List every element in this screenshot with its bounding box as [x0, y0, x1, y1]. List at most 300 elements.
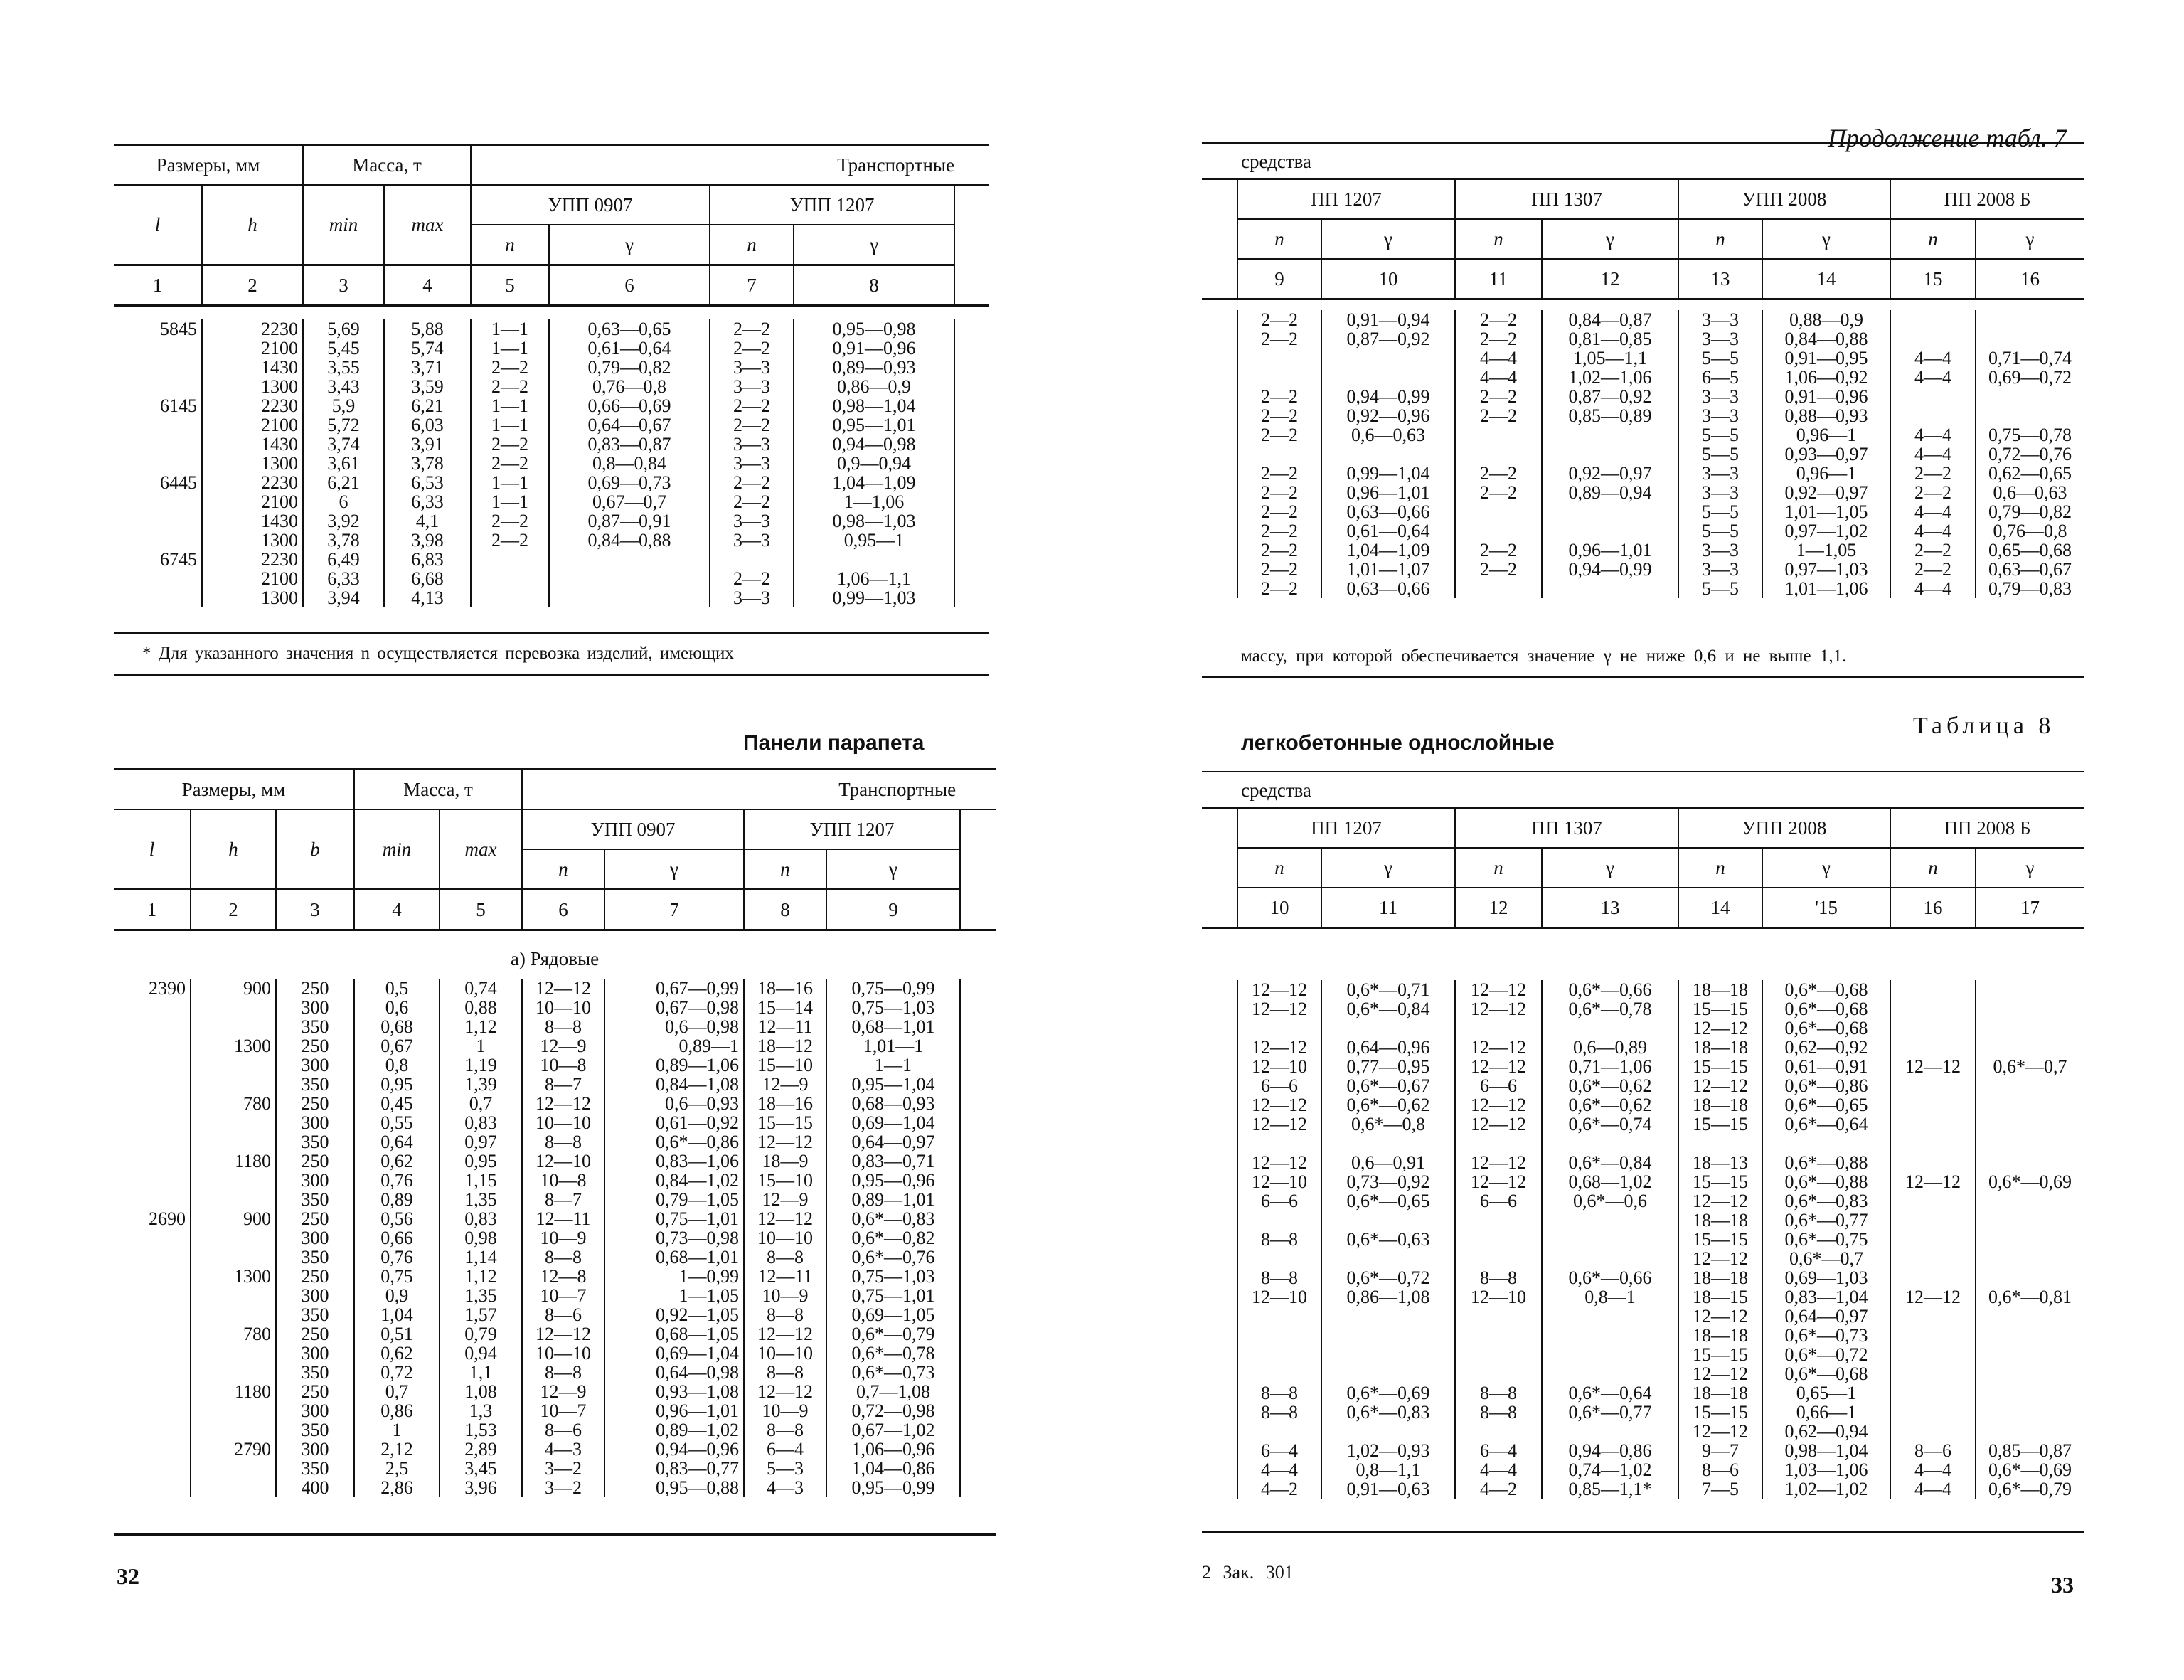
table-cell: 4—4 — [1890, 425, 1976, 445]
table-cell: 3—3 — [710, 358, 794, 377]
table-cell: 6—5 — [1678, 368, 1762, 387]
table-cell — [1237, 1345, 1321, 1364]
table-cell: 12—10 — [1237, 1172, 1321, 1191]
table-cell: 0,76 — [354, 1171, 440, 1190]
table-cell: 10—10 — [744, 1228, 826, 1248]
table-cell: 250 — [276, 1324, 354, 1344]
table-cell: 0,6*—0,83 — [826, 1209, 960, 1228]
table-cell-empty — [954, 415, 989, 435]
table-row — [114, 588, 989, 607]
table-cell: 0,95—1,01 — [794, 415, 954, 435]
table-cell: 12—12 — [1237, 1095, 1321, 1115]
table-cell: 0,64—0,98 — [604, 1363, 744, 1382]
table-row — [114, 454, 989, 473]
rule — [1202, 771, 2084, 772]
table-cell: 3—3 — [710, 531, 794, 550]
table-cell: 18—16 — [744, 979, 826, 998]
table-cell: 12—12 — [744, 1209, 826, 1228]
table-cell: 0,6*—0,8 — [1321, 1115, 1455, 1134]
table-row — [114, 473, 989, 492]
table-cell: 6—6 — [1237, 1191, 1321, 1211]
table-cell: 4—4 — [1890, 1460, 1976, 1479]
table-cell — [114, 1267, 191, 1286]
table8-subtitle: легкобетонные однослойные — [1241, 731, 1555, 755]
table-cell-empty — [954, 396, 989, 415]
table-row — [1202, 1345, 2084, 1364]
table-cell: 12—10 — [1237, 1057, 1321, 1076]
table-cell — [191, 1344, 276, 1363]
table-row — [1202, 368, 2084, 387]
col-num: 16 — [1976, 259, 2084, 299]
table-cell: 0,6*—0,64 — [1762, 1115, 1890, 1134]
table-cell — [114, 435, 202, 454]
table-cell — [1542, 502, 1678, 521]
table-cell-empty — [1202, 406, 1237, 425]
table7-right — [1202, 178, 2084, 598]
table-cell: 0,67—0,98 — [604, 998, 744, 1017]
table-cell-empty — [1202, 980, 1237, 999]
table-cell-empty — [954, 531, 989, 550]
table-cell: 1,14 — [440, 1248, 522, 1267]
table-cell: 0,94—0,99 — [1542, 560, 1678, 579]
table-cell — [1976, 329, 2084, 349]
table-cell — [1321, 1249, 1455, 1268]
table-cell: 250 — [276, 1267, 354, 1286]
table-cell: 1,08 — [440, 1382, 522, 1401]
table-cell — [1890, 999, 1976, 1019]
table-row — [1202, 541, 2084, 560]
table-cell: 18—15 — [1678, 1287, 1762, 1307]
table-cell: 2—2 — [1237, 329, 1321, 349]
header-gamma: γ — [604, 849, 744, 890]
header-n: n — [710, 225, 794, 265]
table-cell: 12—12 — [1237, 1115, 1321, 1134]
table-cell: 1,06—0,96 — [826, 1440, 960, 1459]
table-cell — [191, 1056, 276, 1075]
table-cell: 1,19 — [440, 1056, 522, 1075]
table-cell — [114, 1363, 191, 1382]
table-cell: 6—4 — [1455, 1441, 1542, 1460]
table-cell — [1542, 1422, 1678, 1441]
table-row — [114, 979, 996, 998]
table-cell: 3,45 — [440, 1459, 522, 1478]
table-cell: 1180 — [191, 1382, 276, 1401]
table-cell: 2—2 — [1890, 483, 1976, 502]
table-cell: 3—3 — [710, 377, 794, 396]
table-cell: 1300 — [202, 454, 303, 473]
table-cell-empty — [1202, 329, 1237, 349]
table-cell-empty — [960, 1440, 996, 1459]
table-cell: 0,6*—0,7 — [1762, 1249, 1890, 1268]
table-cell: 2—2 — [1890, 464, 1976, 483]
table-cell: 0,98 — [440, 1228, 522, 1248]
table-cell: 1,04—0,86 — [826, 1459, 960, 1478]
table-cell: 18—13 — [1678, 1153, 1762, 1172]
table-cell: 2—2 — [471, 377, 549, 396]
table-cell-empty — [960, 1363, 996, 1382]
table-cell — [191, 1075, 276, 1094]
table-cell: 2,86 — [354, 1478, 440, 1497]
table-cell: 6—4 — [1237, 1441, 1321, 1460]
table-cell: 3—3 — [1678, 483, 1762, 502]
table-cell — [191, 1401, 276, 1420]
table-cell: 0,69—0,73 — [549, 473, 710, 492]
table-cell: 3,78 — [303, 531, 384, 550]
table-cell: 2—2 — [1455, 387, 1542, 406]
table-cell: 1300 — [202, 377, 303, 396]
table-cell: 0,6*—0,62 — [1321, 1095, 1455, 1115]
table8-right-body — [1202, 980, 2084, 1499]
rule — [1202, 142, 2084, 144]
table-cell: 2—2 — [1455, 310, 1542, 329]
table-cell: 12—9 — [522, 1036, 604, 1056]
table-cell: 8—8 — [522, 1132, 604, 1152]
table-cell: 4—4 — [1455, 349, 1542, 368]
table-cell — [1976, 1038, 2084, 1057]
table-cell: 0,6*—0,76 — [826, 1248, 960, 1267]
table-cell — [1455, 1345, 1542, 1364]
table-cell — [1976, 1153, 2084, 1172]
col-num: 3 — [276, 890, 354, 930]
table-cell — [1455, 425, 1542, 445]
table-cell: 4—4 — [1890, 445, 1976, 464]
table-cell: 0,86 — [354, 1401, 440, 1420]
table-cell: 8—6 — [522, 1420, 604, 1440]
table-cell-empty — [954, 550, 989, 569]
sredstva-label: средства — [1241, 780, 1312, 801]
table-cell — [114, 492, 202, 511]
table-cell — [471, 550, 549, 569]
table-cell-empty — [960, 1344, 996, 1363]
table-cell: 2—2 — [710, 339, 794, 358]
table-cell: 0,6*—0,78 — [826, 1344, 960, 1363]
table-cell-empty — [1202, 1364, 1237, 1383]
table-cell: 2230 — [202, 550, 303, 569]
table-cell: 15—14 — [744, 998, 826, 1017]
table-row — [1202, 1287, 2084, 1307]
table-cell: 0,96—1,01 — [604, 1401, 744, 1420]
table-row — [114, 1190, 996, 1209]
table-cell: 2—2 — [1237, 310, 1321, 329]
table-cell — [1321, 1019, 1455, 1038]
table-cell: 0,7 — [440, 1094, 522, 1113]
table-cell: 0,91—0,96 — [794, 339, 954, 358]
table-cell: 1,04—1,09 — [794, 473, 954, 492]
table-cell: 12—12 — [1455, 1038, 1542, 1057]
table-cell: 2—2 — [710, 492, 794, 511]
table-cell-empty — [1202, 1287, 1237, 1307]
table-cell — [1976, 1422, 2084, 1441]
table-row — [1202, 464, 2084, 483]
table-cell — [114, 1305, 191, 1324]
table-cell: 0,64—0,97 — [826, 1132, 960, 1152]
table-cell: 2—2 — [1237, 387, 1321, 406]
table-cell: 4—4 — [1890, 349, 1976, 368]
table-cell: 2—2 — [1455, 464, 1542, 483]
table-cell: 0,68—1,01 — [604, 1248, 744, 1267]
table-row — [1202, 579, 2084, 598]
table-cell: 1—1,06 — [794, 492, 954, 511]
table-cell — [191, 1228, 276, 1248]
table-cell-empty — [960, 1420, 996, 1440]
table-cell: 6,53 — [384, 473, 471, 492]
table-cell: 0,5 — [354, 979, 440, 998]
table-cell: 0,88—0,9 — [1762, 310, 1890, 329]
table-cell — [114, 1420, 191, 1440]
table-cell: 0,83 — [440, 1113, 522, 1132]
table-cell — [1678, 1134, 1762, 1153]
table-cell: 780 — [191, 1094, 276, 1113]
table-cell: 12—11 — [744, 1017, 826, 1036]
table-cell: 0,95—0,98 — [794, 319, 954, 339]
table-cell: 0,6*—0,68 — [1762, 1019, 1890, 1038]
header-gamma: γ — [549, 225, 710, 265]
col-num: 10 — [1321, 259, 1455, 299]
col-num: 13 — [1542, 888, 1678, 928]
table-cell: 2230 — [202, 396, 303, 415]
table-cell: 0,77—0,95 — [1321, 1057, 1455, 1076]
table-cell: 10—8 — [522, 1056, 604, 1075]
table-cell-empty — [960, 1113, 996, 1132]
table-cell: 780 — [191, 1324, 276, 1344]
table-cell — [1976, 1076, 2084, 1095]
table-cell: 0,6*—0,71 — [1321, 980, 1455, 999]
page-number-left: 32 — [117, 1563, 139, 1589]
table-cell — [1237, 1364, 1321, 1383]
table-cell-empty — [960, 1382, 996, 1401]
table-cell: 1,06—1,1 — [794, 569, 954, 588]
table-cell: 0,96—1 — [1762, 464, 1890, 483]
table-cell: 0,95—0,88 — [604, 1478, 744, 1497]
table-cell: 5,88 — [384, 319, 471, 339]
table-cell: 18—18 — [1678, 1326, 1762, 1345]
table-row — [114, 1075, 996, 1094]
table-row — [114, 1440, 996, 1459]
col-num: 9 — [1237, 259, 1321, 299]
table-cell: 0,79—0,82 — [1988, 502, 2072, 521]
table-cell: 0,89—0,93 — [794, 358, 954, 377]
table-cell: 0,6*—0,74 — [1542, 1115, 1678, 1134]
table-cell: 0,63—0,67 — [1988, 560, 2072, 579]
table-cell: 0,65—1 — [1762, 1383, 1890, 1403]
table-cell: 4—4 — [1455, 368, 1542, 387]
table-cell — [1237, 1307, 1321, 1326]
table-cell — [191, 1113, 276, 1132]
table-cell: 0,6*—0,86 — [604, 1132, 744, 1152]
table-cell: 1—1 — [471, 492, 549, 511]
table-cell — [191, 1363, 276, 1382]
table-cell: 1430 — [202, 511, 303, 531]
table-cell — [1542, 521, 1678, 541]
table-cell: 0,69—1,04 — [604, 1344, 744, 1363]
table-cell: 0,87—0,92 — [1321, 329, 1455, 349]
table-cell: 1,1 — [440, 1363, 522, 1382]
table-cell: 0,6*—0,65 — [1321, 1191, 1455, 1211]
table-cell: 0,88—0,93 — [1762, 406, 1890, 425]
table-cell: 0,94—0,99 — [1321, 387, 1455, 406]
table-cell — [1890, 1076, 1976, 1095]
table-cell: 5,9 — [303, 396, 384, 415]
table-cell: 0,64—0,67 — [549, 415, 710, 435]
table-cell: 350 — [276, 1363, 354, 1382]
table-cell: 300 — [276, 1286, 354, 1305]
table-cell-empty — [960, 1036, 996, 1056]
table-cell: 0,6*—0,88 — [1762, 1153, 1890, 1172]
table-cell: 0,69—1,03 — [1762, 1268, 1890, 1287]
table-cell: 9—7 — [1678, 1441, 1762, 1460]
table-cell: 0,6*—0,62 — [1542, 1095, 1678, 1115]
table-cell: 0,84—1,02 — [604, 1171, 744, 1190]
table-cell: 0,6*—0,63 — [1321, 1230, 1455, 1249]
table-cell: 3,71 — [384, 358, 471, 377]
table-row — [114, 1363, 996, 1382]
table-cell: 4—4 — [1890, 502, 1976, 521]
table-cell: 0,6*—0,84 — [1321, 999, 1455, 1019]
table-row — [1202, 445, 2084, 464]
table-cell: 2—2 — [1237, 464, 1321, 483]
table-cell: 5845 — [114, 319, 202, 339]
table-cell: 15—10 — [744, 1056, 826, 1075]
table-cell: 12—12 — [1678, 1191, 1762, 1211]
table-cell: 7—5 — [1678, 1479, 1762, 1499]
table-cell — [114, 531, 202, 550]
table-row — [1202, 1153, 2084, 1172]
header-gamma: γ — [1542, 219, 1678, 259]
table-cell: 12—10 — [1455, 1287, 1542, 1307]
table-row — [1202, 425, 2084, 445]
table-cell: 15—10 — [744, 1171, 826, 1190]
table-row — [1202, 406, 2084, 425]
table-cell: 6745 — [114, 550, 202, 569]
header-max: max — [384, 185, 471, 265]
table-cell: 350 — [276, 1305, 354, 1324]
table-cell-empty — [960, 1017, 996, 1036]
table-cell: 0,6*—0,79 — [1988, 1479, 2072, 1499]
rule — [1202, 676, 2084, 678]
table-cell-empty — [960, 1075, 996, 1094]
col-num: 13 — [1678, 259, 1762, 299]
table-cell — [1890, 387, 1976, 406]
table-cell: 0,89—1 — [604, 1036, 744, 1056]
table-cell: 0,73—0,98 — [604, 1228, 744, 1248]
table-cell: 2100 — [202, 492, 303, 511]
table-cell: 12—12 — [1678, 1364, 1762, 1383]
table-cell: 0,94 — [440, 1344, 522, 1363]
table-cell-empty — [960, 1056, 996, 1075]
table-cell: 0,68 — [354, 1017, 440, 1036]
table-cell: 0,62—0,94 — [1762, 1422, 1890, 1441]
table-cell: 6—6 — [1455, 1191, 1542, 1211]
table-cell-empty — [960, 1094, 996, 1113]
col-num: 11 — [1321, 888, 1455, 928]
table-cell: 8—8 — [1455, 1403, 1542, 1422]
table-cell: 1300 — [191, 1036, 276, 1056]
table-row — [114, 1171, 996, 1190]
table-cell: 300 — [276, 1344, 354, 1363]
table-cell: 12—11 — [744, 1267, 826, 1286]
table-cell — [114, 1286, 191, 1305]
table-cell: 2—2 — [471, 511, 549, 531]
table-cell: 0,95—0,96 — [826, 1171, 960, 1190]
table-cell: 3,55 — [303, 358, 384, 377]
table-cell: 4—3 — [744, 1478, 826, 1497]
table-cell: 15—15 — [1678, 1345, 1762, 1364]
table-cell-empty — [954, 358, 989, 377]
table-cell — [1455, 1019, 1542, 1038]
table-cell: 0,67—0,99 — [604, 979, 744, 998]
table-cell — [114, 1440, 191, 1459]
table-cell: 12—12 — [1455, 980, 1542, 999]
header-sizes: Размеры, мм — [114, 145, 303, 186]
table7-left-body — [114, 319, 989, 607]
table-cell — [1455, 1326, 1542, 1345]
table-cell: 12—8 — [522, 1267, 604, 1286]
table-cell: 12—12 — [1678, 1019, 1762, 1038]
table-row — [114, 1248, 996, 1267]
table-cell: 0,61—0,91 — [1762, 1057, 1890, 1076]
table-cell: 0,61—0,92 — [604, 1113, 744, 1132]
table-cell: 0,64—0,97 — [1762, 1307, 1890, 1326]
table-cell — [1976, 1307, 2084, 1326]
table-cell: 2100 — [202, 339, 303, 358]
table-cell — [1542, 579, 1678, 598]
col-num: 8 — [794, 265, 954, 306]
table-cell: 0,6—0,89 — [1542, 1038, 1678, 1057]
table-row — [1202, 999, 2084, 1019]
col-num: 17 — [1976, 888, 2084, 928]
table-cell — [1321, 1364, 1455, 1383]
table-cell — [1542, 1249, 1678, 1268]
table-cell: 0,71—0,74 — [1988, 349, 2072, 368]
table-cell: 2—2 — [1890, 560, 1976, 579]
table-cell-empty — [960, 979, 996, 998]
table-cell — [1976, 406, 2084, 425]
table-cell-empty — [1202, 999, 1237, 1019]
table-row — [1202, 1038, 2084, 1057]
table-cell: 0,6*—0,66 — [1542, 1268, 1678, 1287]
table-cell: 0,88 — [440, 998, 522, 1017]
table-cell: 0,61—0,64 — [549, 339, 710, 358]
table-cell: 0,55 — [354, 1113, 440, 1132]
table-cell-empty — [1202, 560, 1237, 579]
table-cell — [1455, 521, 1542, 541]
header-upp0907: УПП 0907 — [471, 185, 710, 225]
table-cell — [1321, 1326, 1455, 1345]
table-cell: 2—2 — [1237, 560, 1321, 579]
header-pp1307: ПП 1307 — [1455, 808, 1678, 849]
table-cell: 350 — [276, 1420, 354, 1440]
table-cell: 2—2 — [1237, 502, 1321, 521]
table-cell: 1180 — [191, 1152, 276, 1171]
table-cell: 1,12 — [440, 1017, 522, 1036]
table-cell: 0,64 — [354, 1132, 440, 1152]
table-cell: 0,6*—0,84 — [1542, 1153, 1678, 1172]
table-cell: 3,98 — [384, 531, 471, 550]
table-cell-empty — [960, 1190, 996, 1209]
table-cell: 0,75—0,78 — [1988, 425, 2072, 445]
table-cell: 0,96—1 — [1762, 425, 1890, 445]
table-cell: 4—3 — [522, 1440, 604, 1459]
table-row — [1202, 1422, 2084, 1441]
table-cell — [1321, 1345, 1455, 1364]
header-n: n — [1890, 219, 1976, 259]
table-row — [1202, 1268, 2084, 1287]
header-h: h — [202, 185, 303, 265]
table-cell: 3—3 — [710, 454, 794, 473]
header-gamma: γ — [1976, 219, 2084, 259]
table-cell-empty — [1202, 579, 1237, 598]
table8-left-header — [114, 768, 996, 931]
